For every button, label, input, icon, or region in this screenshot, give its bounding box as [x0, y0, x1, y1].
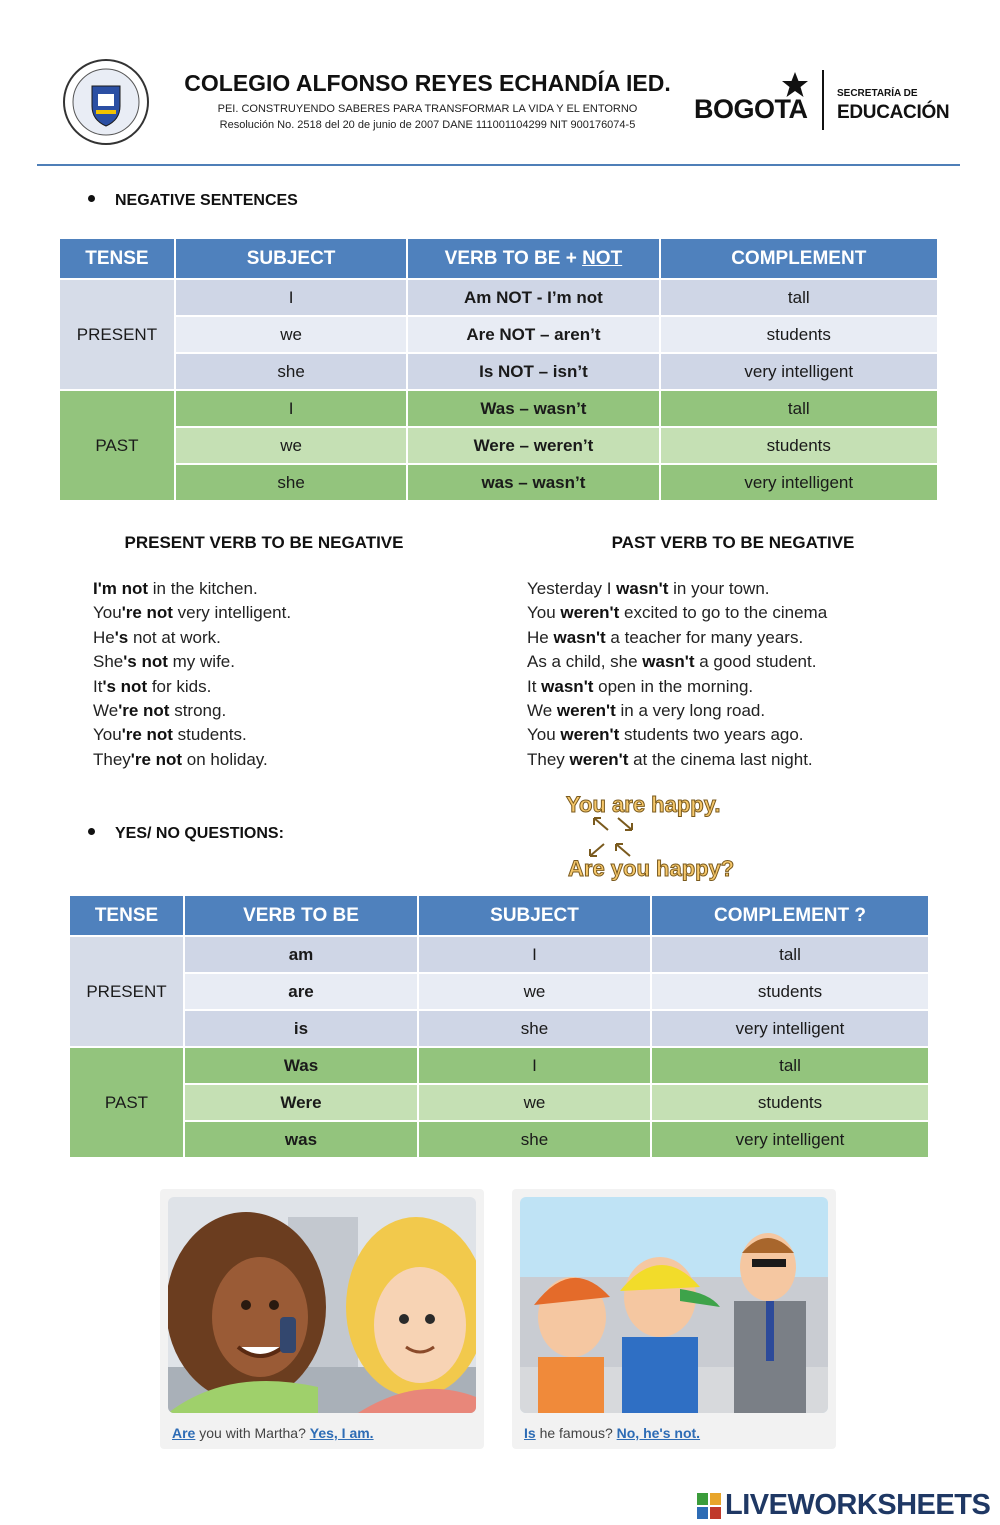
subject-cell: I [419, 937, 650, 972]
question-text: Are you happy? [568, 856, 735, 881]
verb-cell: Were – weren’t [408, 428, 658, 463]
list-item: She's not my wife. [93, 652, 235, 672]
list-item: You weren't excited to go to the cinema [527, 603, 828, 623]
question-verb-link[interactable]: Is [524, 1425, 536, 1441]
list-item: Yesterday I wasn't in your town. [527, 579, 770, 598]
subject-cell: we [176, 428, 406, 463]
header-complement: COMPLEMENT ? [652, 896, 928, 935]
subject-cell: we [419, 974, 650, 1009]
verb-cell: Was – wasn’t [408, 391, 658, 426]
table-row [60, 465, 937, 500]
bullet-dot [88, 828, 95, 835]
header-subject: SUBJECT [419, 896, 650, 935]
verb-cell: is [185, 1011, 417, 1046]
picture-caption [172, 1425, 374, 1441]
present-negative-examples [93, 577, 473, 772]
subject-cell: she [176, 354, 406, 389]
table-row [60, 428, 937, 463]
inversion-example-graphic [560, 788, 750, 884]
table-header-row [70, 896, 928, 935]
header-verb-to-be-not [408, 239, 658, 278]
negative-sentences-label: NEGATIVE SENTENCES [115, 192, 298, 209]
header-tense: TENSE [70, 896, 183, 935]
tense-present: PRESENT [70, 937, 183, 1046]
school-name: COLEGIO ALFONSO REYES ECHANDÍA IED. [184, 70, 671, 96]
secretaria-label: SECRETARÍA DE [837, 88, 918, 99]
question-verb-link[interactable]: Are [172, 1425, 196, 1441]
liveworksheets-wordmark: LIVEWORKSHEETS [725, 1489, 991, 1521]
complement-cell: very intelligent [661, 354, 937, 389]
school-resolution: Resolución No. 2518 del 20 de junio de 2007 DANE 111001104299 NIT 900176074-5 [219, 119, 636, 131]
question-text: he famous? [535, 1425, 617, 1441]
liveworksheets-logo [697, 1489, 997, 1523]
subject-cell: I [419, 1048, 650, 1083]
tense-past: PAST [60, 391, 174, 500]
girls-on-phone-illustration [168, 1197, 476, 1413]
table-row [70, 1011, 928, 1046]
statement-text: You are happy. [566, 792, 721, 817]
complement-cell: students [661, 317, 937, 352]
table-row [60, 317, 937, 352]
list-item: They're not on holiday. [93, 749, 268, 769]
answer-link[interactable]: No, he's not. [616, 1425, 701, 1441]
subject-cell: I [176, 391, 406, 426]
table-row [60, 280, 937, 315]
bogota-secretaria-logo [694, 66, 950, 136]
educacion-label: EDUCACIÓN [837, 102, 950, 123]
verb-cell: Was [185, 1048, 417, 1083]
bullet-dot [88, 195, 95, 202]
complement-cell: students [652, 1085, 928, 1120]
verb-cell: was – wasn’t [408, 465, 658, 500]
verb-cell: Were [185, 1085, 417, 1120]
list-item: We weren't in a very long road. [527, 701, 766, 721]
table-row [70, 1122, 928, 1157]
verb-cell: Is NOT – isn’t [408, 354, 658, 389]
girls-phone-picture-card [160, 1189, 484, 1449]
verb-cell: am [185, 937, 417, 972]
list-item: It wasn't open in the morning. [527, 676, 754, 696]
verb-cell: was [185, 1122, 417, 1157]
bogota-wordmark: BOGOTA [694, 94, 808, 124]
tense-past: PAST [70, 1048, 183, 1157]
header-verb-to-be: VERB TO BE [185, 896, 417, 935]
subject-cell: we [176, 317, 406, 352]
table-row [70, 974, 928, 1009]
school-seal-logo [62, 58, 150, 146]
table-row [70, 937, 928, 972]
complement-cell: tall [661, 280, 937, 315]
list-item: They weren't at the cinema last night. [527, 749, 813, 769]
header-subject: SUBJECT [176, 239, 406, 278]
header-complement: COMPLEMENT [661, 239, 937, 278]
list-item: We're not strong. [93, 701, 227, 721]
past-negative-title: PAST VERB TO BE NEGATIVE [611, 533, 855, 552]
subject-cell: I [176, 280, 406, 315]
table-row [60, 354, 937, 389]
header-tense: TENSE [60, 239, 174, 278]
star-icon [780, 70, 810, 100]
list-item: It's not for kids. [93, 676, 212, 696]
list-item: You weren't students two years ago. [527, 725, 804, 745]
complement-cell: very intelligent [652, 1122, 928, 1157]
subject-cell: she [419, 1122, 650, 1157]
tense-present: PRESENT [60, 280, 174, 389]
complement-cell: tall [661, 391, 937, 426]
table-row [70, 1085, 928, 1120]
liveworksheets-badge-icon [697, 1493, 721, 1519]
swap-arrows-icon [590, 818, 632, 856]
list-item: He wasn't a teacher for many years. [527, 627, 804, 647]
complement-cell: tall [652, 1048, 928, 1083]
yes-no-questions-label: YES/ NO QUESTIONS: [115, 825, 284, 842]
header-not-label: NOT [582, 247, 623, 269]
yes-no-questions-heading [88, 825, 284, 843]
list-item: You're not very intelligent. [93, 603, 292, 623]
subject-cell: we [419, 1085, 650, 1120]
question-text: you with Martha? [195, 1425, 310, 1441]
negative-sentences-table [58, 237, 939, 502]
complement-cell: tall [652, 937, 928, 972]
subject-cell: she [176, 465, 406, 500]
complement-cell: very intelligent [652, 1011, 928, 1046]
complement-cell: very intelligent [661, 465, 937, 500]
logo-separator [822, 70, 824, 130]
subject-cell: she [419, 1011, 650, 1046]
verb-cell: Are NOT – aren’t [408, 317, 658, 352]
picture-caption [524, 1425, 700, 1441]
list-item: As a child, she wasn't a good student. [527, 652, 817, 672]
table-row [60, 391, 937, 426]
answer-link[interactable]: Yes, I am. [309, 1425, 374, 1441]
verb-cell: Am NOT - I’m not [408, 280, 658, 315]
table-row [70, 1048, 928, 1083]
boys-famous-picture-card [512, 1189, 836, 1449]
list-item: He's not at work. [93, 627, 221, 647]
negative-sentences-heading [88, 192, 298, 210]
yes-no-questions-table [68, 894, 930, 1159]
boys-and-man-illustration [520, 1197, 828, 1413]
past-negative-examples [527, 577, 967, 772]
present-negative-title: PRESENT VERB TO BE NEGATIVE [124, 533, 404, 552]
complement-cell: students [652, 974, 928, 1009]
list-item: You're not students. [93, 725, 247, 745]
school-motto: PEI. CONSTRUYENDO SABERES PARA TRANSFORMAR LA VIDA Y EL ENTORNO [217, 103, 638, 115]
complement-cell: students [661, 428, 937, 463]
header-divider [37, 164, 960, 166]
header-verb-label: VERB TO BE + [444, 247, 583, 269]
table-header-row [60, 239, 937, 278]
verb-cell: are [185, 974, 417, 1009]
list-item: I'm not in the kitchen. [93, 579, 258, 598]
